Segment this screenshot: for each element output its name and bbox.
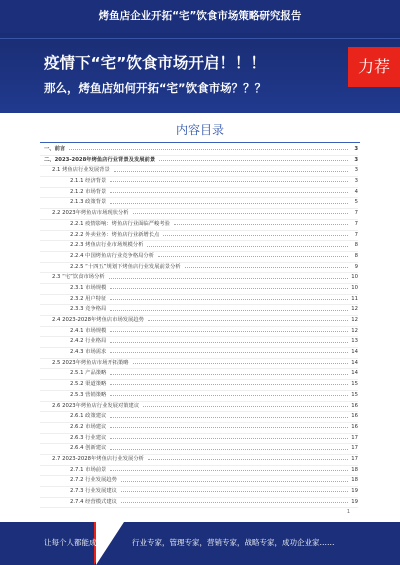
toc-entry-text: 2.5.1 产品策略 <box>70 370 107 377</box>
banner-headline: 疫情下“宅”饮食市场开启！！！ <box>44 54 266 72</box>
toc-entry-text: 2.3 “宅”饮食市场分析 <box>52 274 105 281</box>
toc-entry[interactable] <box>40 188 358 199</box>
toc-leader-dots <box>110 438 348 439</box>
toc-entry-text: 2.5.3 营销策略 <box>70 391 107 398</box>
toc-entry[interactable] <box>40 220 358 231</box>
toc-entry-text: 2.5 2023年烤鱼店市场开拓策略 <box>52 359 129 366</box>
toc-entry[interactable] <box>40 487 358 498</box>
toc-leader-dots <box>133 363 348 364</box>
toc-entry-text: 2.4 2023-2028年烤鱼店市场发展趋势 <box>52 317 144 323</box>
toc-entry-page: 10 <box>351 284 358 291</box>
toc-title: 内容目录 <box>175 123 224 137</box>
toc-entry-text: 2.3.2 用户特征 <box>70 295 107 302</box>
toc-entry[interactable] <box>40 166 358 177</box>
toc-entry-page: 16 <box>351 413 358 420</box>
toc-entry-text: 2.5.2 渠道策略 <box>70 381 107 388</box>
toc-entry-page: 12 <box>351 317 358 323</box>
toc-entry-text: 2.4.3 市场需求 <box>70 349 107 356</box>
toc-entry-page: 8 <box>354 252 358 259</box>
toc-entry-text: 一、前言 <box>44 146 66 152</box>
toc-entry-page: 5 <box>354 199 358 206</box>
toc-entry-page: 14 <box>351 370 358 377</box>
toc-leader-dots <box>185 267 348 268</box>
toc-entry-text: 2.2.1 疫情影响：烤鱼店行业面临严峻考验 <box>70 220 170 227</box>
toc-entry-page: 7 <box>354 231 358 238</box>
toc-leader-dots <box>110 395 348 396</box>
toc-entry-page: 18 <box>351 477 358 484</box>
toc-entry-page: 12 <box>351 306 358 313</box>
toc-entry-page: 11 <box>351 295 358 302</box>
toc-entry-page: 14 <box>351 359 358 366</box>
footer-bar <box>0 522 400 565</box>
toc-leader-dots <box>158 256 348 257</box>
banner-subline: 那么，烤鱼店如何开拓“宅”饮食市场？？？ <box>44 81 267 95</box>
toc-entry[interactable] <box>40 380 358 391</box>
toc-entry[interactable] <box>40 284 358 295</box>
promo-banner <box>0 33 400 113</box>
toc-entry-text: 2.1 烤鱼店行业发展背景 <box>52 167 110 174</box>
toc-leader-dots <box>110 417 348 418</box>
toc-entry-page: 17 <box>351 445 358 452</box>
toc-entry-page: 10 <box>351 274 358 281</box>
toc-entry-page: 9 <box>354 263 358 270</box>
toc-entry[interactable] <box>40 252 358 263</box>
toc-leader-dots <box>110 384 348 385</box>
report-title-bar <box>0 0 400 33</box>
toc-entry-page: 3 <box>354 167 358 174</box>
footer-slogan-right: 行业专家，管理专家，营销专家，战略专家，成功企业家…… <box>132 538 335 547</box>
toc-entry[interactable] <box>40 466 358 477</box>
toc-entry-page: 16 <box>351 423 358 430</box>
toc-entry-text: 2.6.1 政策建议 <box>70 413 107 420</box>
toc-entry[interactable] <box>40 263 358 274</box>
toc-entry-text: 2.2.2 外卖业务：烤鱼店行业新增长点 <box>70 231 160 238</box>
toc-entry-text: 2.7.1 市场前景 <box>70 466 107 473</box>
toc-entry[interactable] <box>40 156 358 167</box>
toc-entry[interactable] <box>40 316 358 327</box>
toc-entry-text: 2.1.2 市场背景 <box>70 188 107 195</box>
toc-entry[interactable] <box>40 498 358 509</box>
toc-leader-dots <box>121 481 348 482</box>
banner-divider <box>0 38 400 39</box>
toc-entry[interactable] <box>40 412 358 423</box>
toc-leader-dots <box>110 352 348 353</box>
toc-entry-text: 2.1.1 经济背景 <box>70 178 107 185</box>
toc-entry[interactable] <box>40 423 358 434</box>
toc-entry[interactable] <box>40 444 358 455</box>
toc-entry[interactable] <box>40 391 358 402</box>
toc-entry-text: 二、2023-2028年烤鱼店行业背景及发展前景 <box>44 156 156 163</box>
toc-entry-text: 2.6 2023年烤鱼店行业发展对策建议 <box>52 402 140 409</box>
toc-leader-dots <box>110 342 348 343</box>
toc-entry-page: 12 <box>351 327 358 334</box>
toc-entry-page: 14 <box>351 349 358 356</box>
toc-entry-page: 3 <box>354 146 358 152</box>
toc-leader-dots <box>121 502 348 503</box>
toc-leader-dots <box>110 470 348 471</box>
toc-entry-page: 7 <box>354 210 358 217</box>
toc-entry-page: 19 <box>351 488 358 494</box>
toc-entry-page: 3 <box>354 156 358 163</box>
toc-entry[interactable] <box>40 434 358 445</box>
toc-entry-text: 2.2.4 中国烤鱼店行业竞争格局分析 <box>70 252 155 259</box>
toc-leader-dots <box>109 278 348 279</box>
toc-entry-page: 17 <box>351 434 358 441</box>
toc-entry[interactable] <box>40 348 358 359</box>
toc-entry-text: 2.2.5 “十四五”规划下烤鱼店行业发展前景分析 <box>70 263 181 270</box>
toc-entry[interactable] <box>40 327 358 338</box>
toc-entry-text: 2.7.2 行业发展趋势 <box>70 477 117 484</box>
toc-entry-text: 2.1.3 政策背景 <box>70 199 107 206</box>
toc-entry[interactable] <box>40 198 358 209</box>
toc-leader-dots <box>159 160 348 161</box>
footer-slogan-left: 让每个人都能成为 <box>44 538 104 547</box>
toc-entry-page: 3 <box>354 178 358 185</box>
toc-leader-dots <box>110 181 348 182</box>
toc-leader-dots <box>147 246 348 247</box>
toc-leader-dots <box>110 310 348 311</box>
toc-entry-page: 13 <box>351 338 358 345</box>
toc-entry-page: 19 <box>351 498 358 505</box>
toc-leader-dots <box>174 224 348 225</box>
toc-leader-dots <box>163 235 348 236</box>
toc-entry[interactable] <box>40 241 358 252</box>
toc-entry-text: 2.4.1 市场规模 <box>70 327 107 334</box>
toc-entry-text: 2.6.2 市场建议 <box>70 423 107 430</box>
toc-entry-text: 2.7.4 经营模式建议 <box>70 498 117 505</box>
toc-entry[interactable] <box>40 145 358 156</box>
toc-entry[interactable] <box>40 359 358 370</box>
page-number: 1 <box>346 509 350 515</box>
toc-leader-dots <box>110 192 348 193</box>
toc-entry-page: 4 <box>354 188 358 195</box>
toc-divider <box>40 142 360 143</box>
toc-entry[interactable] <box>40 476 358 487</box>
toc-entry[interactable] <box>40 273 358 284</box>
toc-entry-text: 2.3.3 竞争格局 <box>70 306 107 313</box>
toc-entry-page: 16 <box>351 402 358 409</box>
toc-leader-dots <box>110 374 348 375</box>
toc-leader-dots <box>133 213 348 214</box>
toc-entry[interactable] <box>40 369 358 380</box>
toc-entry[interactable] <box>40 455 358 466</box>
toc-entry-text: 2.2 2023年烤鱼店市场现状分析 <box>52 210 129 217</box>
toc-leader-dots <box>110 427 348 428</box>
toc-leader-dots <box>110 449 348 450</box>
toc-entry[interactable] <box>40 209 358 220</box>
toc-entry-page: 17 <box>351 455 358 462</box>
toc-entry-text: 2.7 2023-2028年烤鱼店行业发展分析 <box>52 455 144 462</box>
toc-entry-text: 2.2.3 烤鱼店行业市场规模分析 <box>70 242 144 249</box>
toc-entry[interactable] <box>40 305 358 316</box>
toc-entry-page: 15 <box>351 391 358 398</box>
toc-entry-page: 15 <box>351 381 358 388</box>
toc-leader-dots <box>121 491 348 492</box>
toc-leader-dots <box>148 320 348 321</box>
toc-leader-dots <box>110 299 348 300</box>
table-of-contents <box>40 145 358 508</box>
toc-leader-dots <box>110 203 348 204</box>
toc-entry[interactable] <box>40 231 358 242</box>
toc-entry[interactable] <box>40 295 358 306</box>
toc-entry-text: 2.3.1 市场规模 <box>70 284 107 291</box>
toc-leader-dots <box>110 331 348 332</box>
toc-leader-dots <box>69 149 348 150</box>
toc-entry-text: 2.7.3 行业发展建议 <box>70 488 117 494</box>
toc-entry[interactable] <box>40 402 358 413</box>
toc-entry-text: 2.6.4 创新建议 <box>70 445 107 452</box>
recommend-stamp: 力荐 <box>348 47 400 87</box>
toc-leader-dots <box>114 171 348 172</box>
toc-leader-dots <box>148 459 348 460</box>
toc-entry-text: 2.6.3 行业建议 <box>70 434 107 441</box>
toc-entry-page: 18 <box>351 466 358 473</box>
toc-entry-page: 7 <box>354 220 358 227</box>
toc-leader-dots <box>110 288 348 289</box>
toc-leader-dots <box>143 406 348 407</box>
toc-entry-page: 8 <box>354 242 358 249</box>
toc-entry[interactable] <box>40 177 358 188</box>
report-title: 烤鱼店企业开拓“宅”饮食市场策略研究报告 <box>98 10 302 22</box>
toc-entry[interactable] <box>40 337 358 348</box>
toc-entry-text: 2.4.2 行业格局 <box>70 338 107 345</box>
